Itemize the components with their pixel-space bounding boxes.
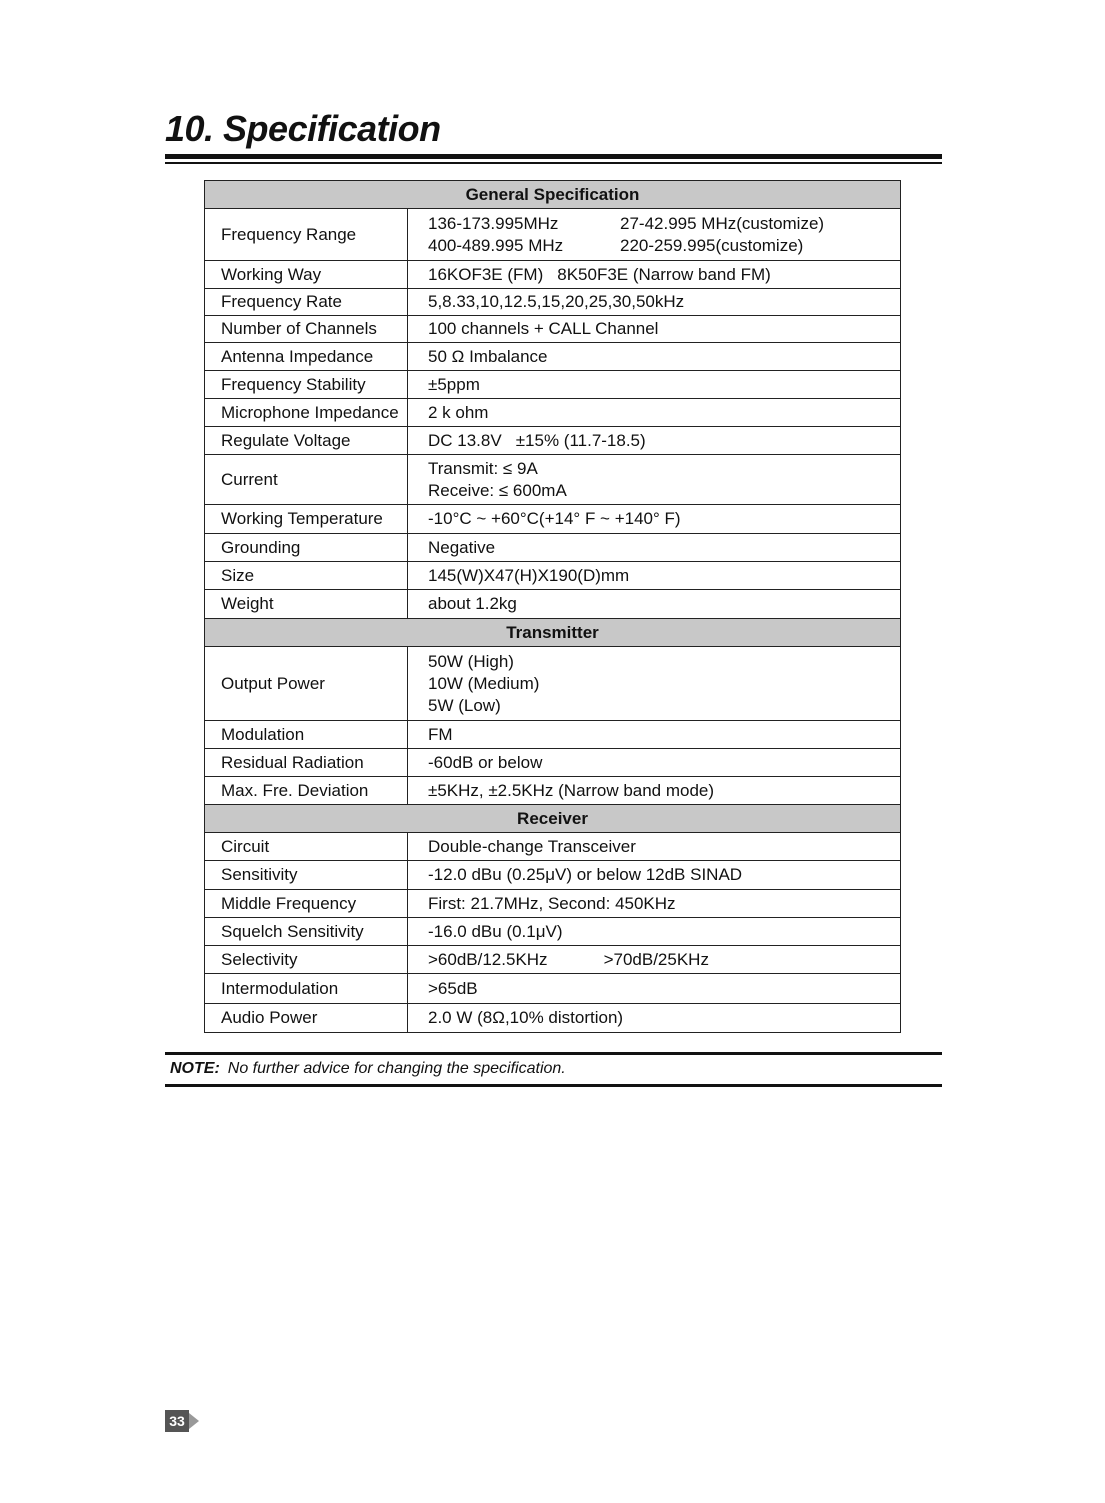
table-row: [205, 505, 901, 534]
row-label: Max. Fre. Deviation: [205, 777, 408, 805]
note-text: No further advice for changing the specification.: [227, 1060, 566, 1077]
section-title: General Specification: [205, 181, 901, 209]
value-part: 16KOF3E (FM): [428, 264, 544, 284]
row-value: ±5ppm: [408, 371, 901, 399]
section-title: Receiver: [205, 805, 901, 833]
table-row: [205, 918, 901, 946]
row-label: Antenna Impedance: [205, 343, 408, 371]
row-label: Size: [205, 562, 408, 590]
table-row: [205, 261, 901, 289]
row-value: 2 k ohm: [408, 399, 901, 427]
row-label: Output Power: [205, 647, 408, 721]
value-line: Receive: ≤ 600mA: [428, 480, 567, 500]
section-title: Transmitter: [205, 619, 901, 647]
row-value: 100 channels + CALL Channel: [408, 316, 901, 343]
title-rule-thin: [165, 162, 942, 164]
table-row: [205, 647, 901, 721]
section-header-receiver: [205, 805, 901, 833]
row-label: Frequency Range: [205, 209, 408, 261]
page-title: 10. Specification: [165, 108, 441, 149]
row-value: -16.0 dBu (0.1μV): [408, 918, 901, 946]
row-value: ±5KHz, ±2.5KHz (Narrow band mode): [408, 777, 901, 805]
row-label: Audio Power: [205, 1004, 408, 1033]
row-value: Double-change Transceiver: [408, 833, 901, 861]
table-row: [205, 316, 901, 343]
value-line: 5W (Low): [428, 695, 501, 715]
row-value: 50 Ω Imbalance: [408, 343, 901, 371]
row-value: -60dB or below: [408, 749, 901, 777]
value-part: ±15% (11.7-18.5): [515, 430, 646, 450]
row-label: Circuit: [205, 833, 408, 861]
row-label: Intermodulation: [205, 974, 408, 1004]
value-line: Transmit: ≤ 9A: [428, 458, 538, 478]
row-value: FM: [408, 721, 901, 749]
table-row: [205, 777, 901, 805]
table-row: [205, 590, 901, 619]
value-part: 27-42.995 MHz(customize): [620, 213, 825, 233]
row-label: Grounding: [205, 534, 408, 562]
row-label: Middle Frequency: [205, 890, 408, 918]
row-label: Sensitivity: [205, 861, 408, 890]
value-part: >60dB/12.5KHz: [428, 949, 548, 969]
note-rule-bottom: [165, 1084, 942, 1087]
table-row: [205, 861, 901, 890]
table-row: [205, 974, 901, 1004]
row-label: Modulation: [205, 721, 408, 749]
table-row: [205, 209, 901, 261]
table-row: [205, 1004, 901, 1033]
row-label: Selectivity: [205, 946, 408, 974]
table-row: [205, 343, 901, 371]
row-label: Residual Radiation: [205, 749, 408, 777]
section-header-transmitter: [205, 619, 901, 647]
table-row: [205, 833, 901, 861]
page-number-badge: 33: [165, 1410, 189, 1432]
section-header-general: [205, 181, 901, 209]
table-row: [205, 721, 901, 749]
row-value: 5,8.33,10,12.5,15,20,25,30,50kHz: [408, 289, 901, 316]
table-row: [205, 534, 901, 562]
row-label: Current: [205, 455, 408, 505]
note-label: NOTE:: [170, 1060, 220, 1077]
table-row: [205, 562, 901, 590]
specification-table: [204, 180, 901, 1033]
row-value: First: 21.7MHz, Second: 450KHz: [408, 890, 901, 918]
row-value: [408, 946, 901, 974]
title-rule-thick: [165, 154, 942, 159]
value-part: DC 13.8V: [428, 430, 502, 450]
row-label: Microphone Impedance: [205, 399, 408, 427]
value-part: >70dB/25KHz: [603, 949, 709, 969]
table-row: [205, 946, 901, 974]
row-value: -10°C ~ +60°C(+14° F ~ +140° F): [408, 505, 901, 534]
page-arrow-icon: [189, 1413, 199, 1429]
row-label: Frequency Rate: [205, 289, 408, 316]
footnote: [170, 1060, 566, 1078]
row-value: [408, 455, 901, 505]
row-value: -12.0 dBu (0.25μV) or below 12dB SINAD: [408, 861, 901, 890]
table-row: [205, 749, 901, 777]
row-label: Working Temperature: [205, 505, 408, 534]
row-value: 2.0 W (8Ω,10% distortion): [408, 1004, 901, 1033]
value-part: 220-259.995(customize): [620, 235, 804, 255]
row-label: Squelch Sensitivity: [205, 918, 408, 946]
table-row: [205, 890, 901, 918]
value-part: 8K50F3E (Narrow band FM): [557, 264, 771, 284]
row-label: Frequency Stability: [205, 371, 408, 399]
value-part: 136-173.995MHz: [428, 213, 559, 233]
value-line: 10W (Medium): [428, 673, 540, 693]
row-label: Working Way: [205, 261, 408, 289]
row-value: [408, 647, 901, 721]
row-label: Regulate Voltage: [205, 427, 408, 455]
row-value: >65dB: [408, 974, 901, 1004]
row-value: Negative: [408, 534, 901, 562]
value-line: 50W (High): [428, 651, 514, 671]
row-label: Weight: [205, 590, 408, 619]
value-part: 400-489.995 MHz: [428, 235, 564, 255]
row-label: Number of Channels: [205, 316, 408, 343]
row-value: [408, 209, 901, 261]
table-row: [205, 455, 901, 505]
row-value: 145(W)X47(H)X190(D)mm: [408, 562, 901, 590]
row-value: [408, 261, 901, 289]
table-row: [205, 427, 901, 455]
table-row: [205, 399, 901, 427]
row-value: [408, 427, 901, 455]
table-row: [205, 371, 901, 399]
table-row: [205, 289, 901, 316]
note-rule-top: [165, 1052, 942, 1055]
row-value: about 1.2kg: [408, 590, 901, 619]
